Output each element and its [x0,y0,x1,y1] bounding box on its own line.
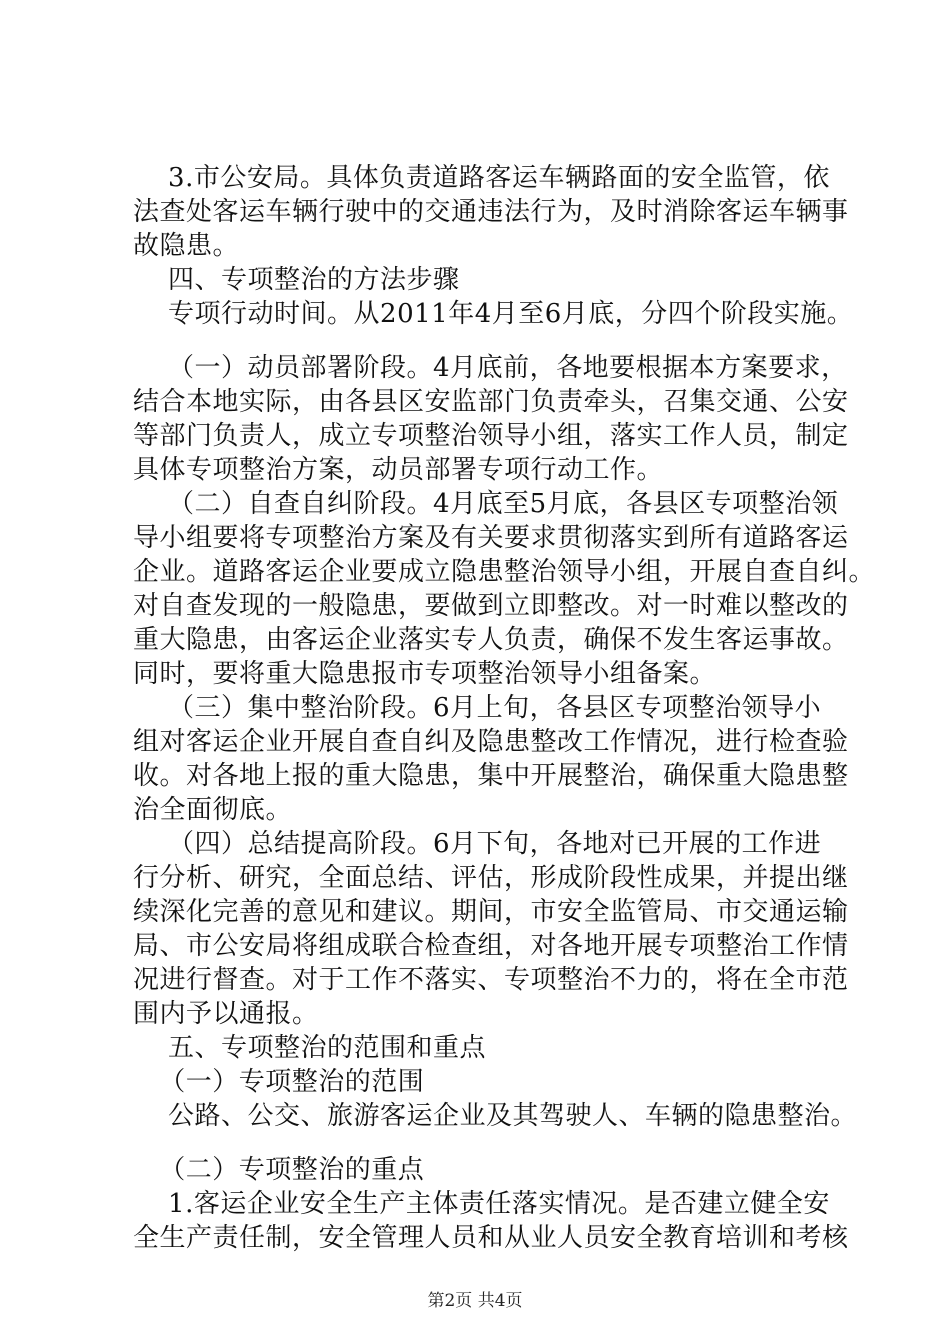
text-line: 续深化完善的意见和建议。期间，市安全监管局、市交通运输 [133,897,849,927]
text-line: 收。对各地上报的重大隐患，集中开展整治，确保重大隐患整 [133,761,849,791]
text-line: （四）总结提高阶段。6月下旬，各地对已开展的工作进 [133,829,822,859]
text-line: （三）集中整治阶段。6月上旬，各县区专项整治领导小 [133,693,822,723]
text-line: （二）自查自纠阶段。4月底至5月底，各县区专项整治领 [133,489,839,519]
text-line: 故隐患。 [133,231,240,261]
text-line: 1.客运企业安全生产主体责任落实情况。是否建立健全安 [133,1189,830,1219]
text-line: 3.市公安局。具体负责道路客运车辆路面的安全监管，依 [133,163,830,193]
section-heading: 五、专项整治的范围和重点 [133,1033,487,1063]
text-line: 局、市公安局将组成联合检查组，对各地开展专项整治工作情 [133,931,849,961]
text-line: 对自查发现的一般隐患，要做到立即整改。对一时难以整改的 [133,591,849,621]
page-number-footer: 第2页 共4页 [427,1291,523,1311]
text-line: 专项行动时间。从2011年4月至6月底，分四个阶段实施。 [133,299,854,329]
text-line: 组对客运企业开展自查自纠及隐患整改工作情况，进行检查验 [133,727,849,757]
text-line: 围内予以通报。 [133,999,319,1029]
text-line: 公路、公交、旅游客运企业及其驾驶人、车辆的隐患整治。 [133,1101,858,1131]
text-line: 结合本地实际，由各县区安监部门负责牵头，召集交通、公安 [133,387,849,417]
subsection-heading: （一）专项整治的范围 [133,1067,425,1097]
text-line: 企业。道路客运企业要成立隐患整治领导小组，开展自查自纠。 [133,557,876,587]
text-line: 同时，要将重大隐患报市专项整治领导小组备案。 [133,659,717,689]
subsection-heading: （二）专项整治的重点 [133,1155,425,1185]
text-line: 导小组要将专项整治方案及有关要求贯彻落实到所有道路客运 [133,523,849,553]
text-line: 具体专项整治方案，动员部署专项行动工作。 [133,455,664,485]
text-line: 治全面彻底。 [133,795,293,825]
text-line: 行分析、研究，全面总结、评估，形成阶段性成果，并提出继 [133,863,849,893]
text-line: 法查处客运车辆行驶中的交通违法行为，及时消除客运车辆事 [133,197,849,227]
section-heading: 四、专项整治的方法步骤 [133,265,460,295]
text-line: 全生产责任制，安全管理人员和从业人员安全教育培训和考核 [133,1223,849,1253]
text-line: 等部门负责人，成立专项整治领导小组，落实工作人员，制定 [133,421,849,451]
text-line: （一）动员部署阶段。4月底前，各地要根据本方案要求， [133,353,848,383]
text-line: 况进行督查。对于工作不落实、专项整治不力的，将在全市范 [133,965,849,995]
text-line: 重大隐患，由客运企业落实专人负责，确保不发生客运事故。 [133,625,849,655]
